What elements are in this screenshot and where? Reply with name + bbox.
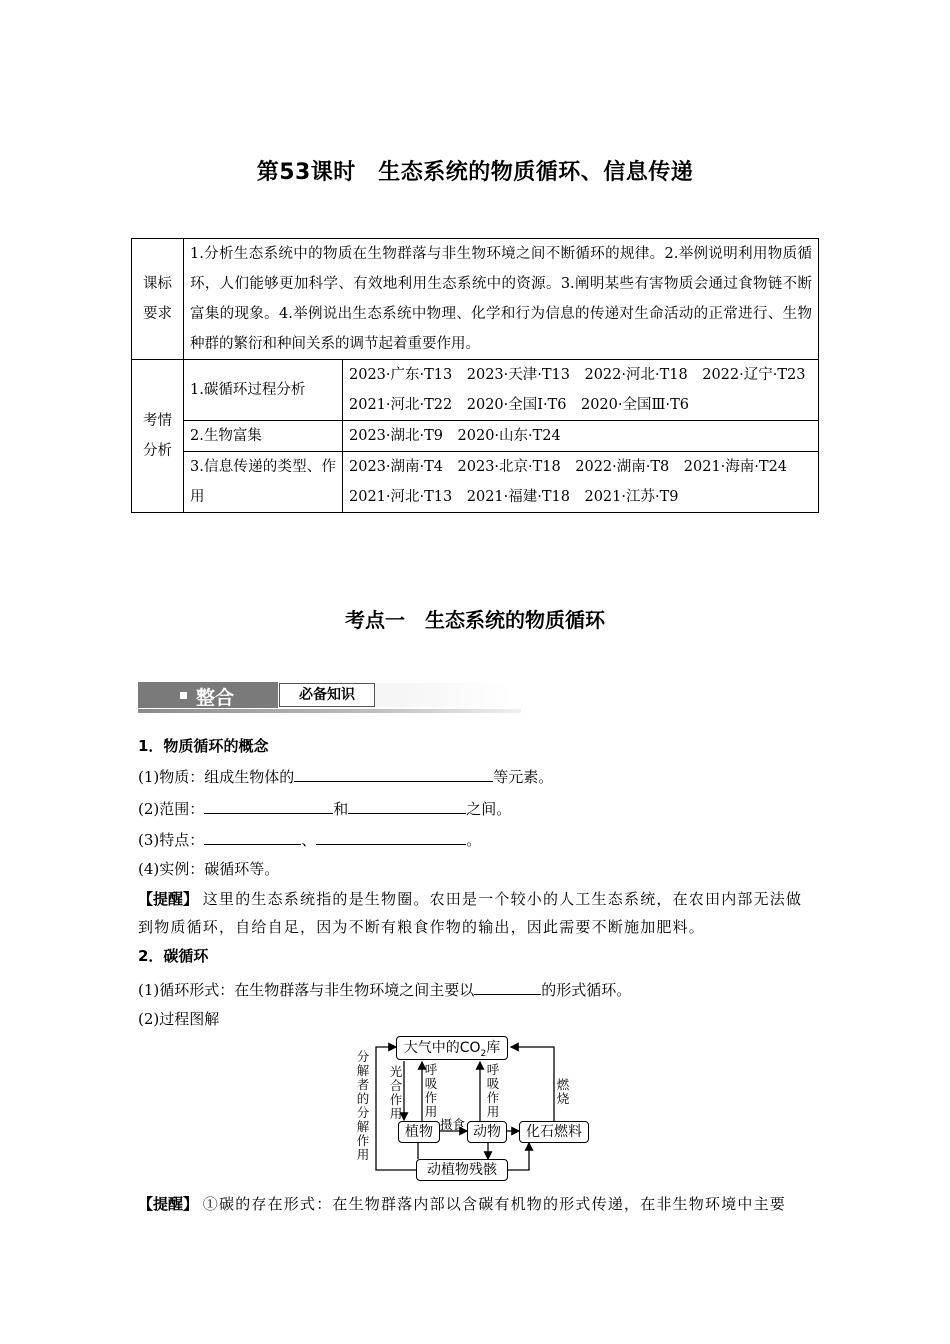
- refs-line: 2021·河北·T22 2020·全国Ⅰ·T6 2020·全国Ⅲ·T6: [349, 397, 689, 413]
- photosynthesis-label: 光合作用: [389, 1064, 403, 1121]
- refs-line: 2021·河北·T13 2021·福建·T18 2021·江苏·T9: [349, 489, 679, 505]
- text: 。: [466, 831, 482, 849]
- refs-line: 2023·湖南·T4 2023·北京·T18 2022·湖南·T8 2021·海南·T24: [349, 459, 788, 475]
- refs-cell: [343, 452, 819, 513]
- fossil-fuel-box: 化石燃料: [519, 1121, 589, 1143]
- topic-cell: 1.碳循环过程分析: [184, 360, 343, 421]
- answer-blank[interactable]: [474, 978, 541, 995]
- co2-pool-tail: 库: [486, 1040, 501, 1056]
- refs-line: 2023·广东·T13 2023·天津·T13 2022·河北·T18 2022·辽宁·T23: [349, 367, 806, 383]
- banner-tag: [279, 683, 513, 707]
- line-cycle-form: [138, 978, 631, 1000]
- answer-blank[interactable]: [204, 828, 301, 845]
- residue-fossil-arrow: [506, 1143, 529, 1170]
- line-substance: [138, 765, 553, 787]
- co2-pool-box: [396, 1036, 508, 1060]
- carbon-cycle-diagram: [356, 1032, 596, 1184]
- banner-bar: [138, 682, 278, 708]
- plant-box: 植物: [398, 1121, 440, 1143]
- text: 之间。: [466, 800, 512, 818]
- co2-subscript: 2: [480, 1048, 487, 1059]
- tip-text: ①碳的存在形式：在生物群落内部以含碳有机物的形式传递，在非生物环境中主要: [202, 1195, 787, 1213]
- ingestion-label: 摄食: [440, 1117, 466, 1132]
- banner-main-label: 整合: [196, 687, 235, 709]
- tip-1: [138, 885, 814, 941]
- table-row: [132, 452, 819, 513]
- heading-1: 1．物质循环的概念: [138, 737, 269, 755]
- text: (1)循环形式：在生物群落与非生物环境之间主要以: [138, 981, 475, 999]
- co2-pool-label: 大气中的CO: [403, 1040, 481, 1056]
- section-title: 考点一 生态系统的物质循环: [345, 608, 605, 632]
- page-title: 第53课时 生态系统的物质循环、信息传递: [256, 160, 694, 185]
- animal-respiration-label: 呼吸作用: [486, 1062, 500, 1119]
- topic-cell: 2.生物富集: [184, 421, 343, 452]
- combustion-label: 燃烧: [556, 1077, 570, 1106]
- text: 、: [301, 831, 317, 849]
- text: 的形式循环。: [541, 981, 632, 999]
- answer-blank[interactable]: [348, 797, 466, 814]
- table-row: [132, 421, 819, 452]
- text: 和: [333, 800, 349, 818]
- square-icon: [180, 692, 187, 699]
- animal-box: 动物: [467, 1121, 507, 1143]
- table-row: [132, 239, 819, 360]
- section-banner: [138, 682, 521, 714]
- line-process: (2)过程图解: [138, 1010, 220, 1028]
- combustion-arrow: [511, 1047, 554, 1121]
- decomposer-label: 分解者的分解作用: [356, 1049, 370, 1162]
- answer-blank[interactable]: [316, 828, 466, 845]
- topic-cell: 3.信息传递的类型、作用: [184, 452, 343, 513]
- refs-line: 2023·湖北·T9 2020·山东·T24: [349, 428, 561, 444]
- text: (2)范围：: [138, 800, 205, 818]
- banner-tag-label: 必备知识: [279, 683, 375, 707]
- line-feature: [138, 828, 481, 850]
- tip-text: 这里的生态系统指的是生物圈。农田是一个较小的人工生态系统，在农田内部无法做到物质循环，自给自足，因为不断有粮食作物的输出，因此需要不断施加肥料。: [138, 890, 803, 936]
- banner-underline: [138, 709, 521, 713]
- tip-label: 【提醒】: [138, 890, 199, 908]
- line-example: (4)实例：碳循环等。: [138, 860, 280, 878]
- text: 等元素。: [493, 768, 554, 786]
- answer-blank[interactable]: [204, 797, 333, 814]
- residue-box: 动植物残骸: [416, 1159, 508, 1181]
- line-scope: [138, 797, 511, 819]
- requirements-table: [131, 238, 819, 513]
- requirements-text: 1.分析生态系统中的物质在生物群落与非生物环境之间不断循环的规律。2.举例说明利用物质循环，人们能够更加科学、有效地利用生态系统中的资源。3.阐明某些有害物质会通过食物链不断富集的现象。4.举例说出生态系统中物理、化学和行为信息的传递对生命活动的正常进行、生物种群的繁衍和种间关系的调节起着重要作用。: [184, 239, 819, 360]
- text: (3)特点：: [138, 831, 205, 849]
- row-head-requirements: 课标要求: [132, 239, 184, 360]
- refs-cell: [343, 421, 819, 452]
- text: (1)物质：组成生物体的: [138, 768, 295, 786]
- refs-cell: [343, 360, 819, 421]
- heading-2: 2．碳循环: [138, 947, 209, 965]
- tip-2: [138, 1190, 814, 1218]
- row-head-analysis: 考情分析: [132, 360, 184, 513]
- table-row: [132, 360, 819, 421]
- tip-label: 【提醒】: [138, 1195, 199, 1213]
- plant-respiration-label: 呼吸作用: [424, 1062, 438, 1119]
- answer-blank[interactable]: [294, 765, 493, 782]
